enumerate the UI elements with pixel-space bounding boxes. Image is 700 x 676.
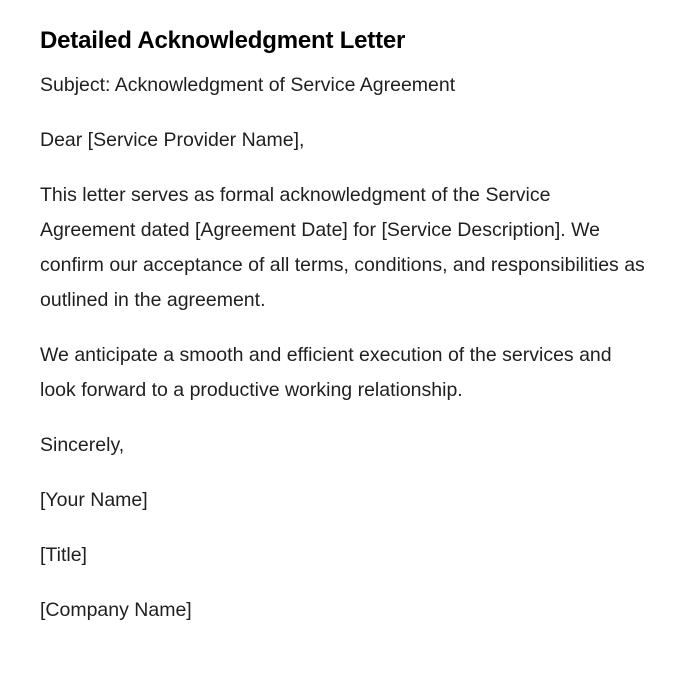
signer-title: [Title]	[40, 544, 87, 566]
signer-name: [Your Name]	[40, 489, 148, 511]
letter-closing: Sincerely,	[40, 434, 125, 456]
letter-document	[40, 24, 650, 648]
letter-subject: Subject: Acknowledgment of Service Agreement	[40, 74, 456, 96]
letter-body-paragraph-2: We anticipate a smooth and efficient execution of the services and look forward to a productive working relationship.	[40, 344, 612, 401]
letter-body-paragraph-1: This letter serves as formal acknowledgment of the Service Agreement dated [Agreement Date] for [Service Description]. We confirm our acceptance of all terms, conditions, and responsibilities as outlined in the agreement.	[40, 184, 645, 311]
letter-salutation: Dear [Service Provider Name],	[40, 129, 305, 151]
signer-company: [Company Name]	[40, 599, 192, 621]
letter-title: Detailed Acknowledgment Letter	[40, 27, 406, 54]
